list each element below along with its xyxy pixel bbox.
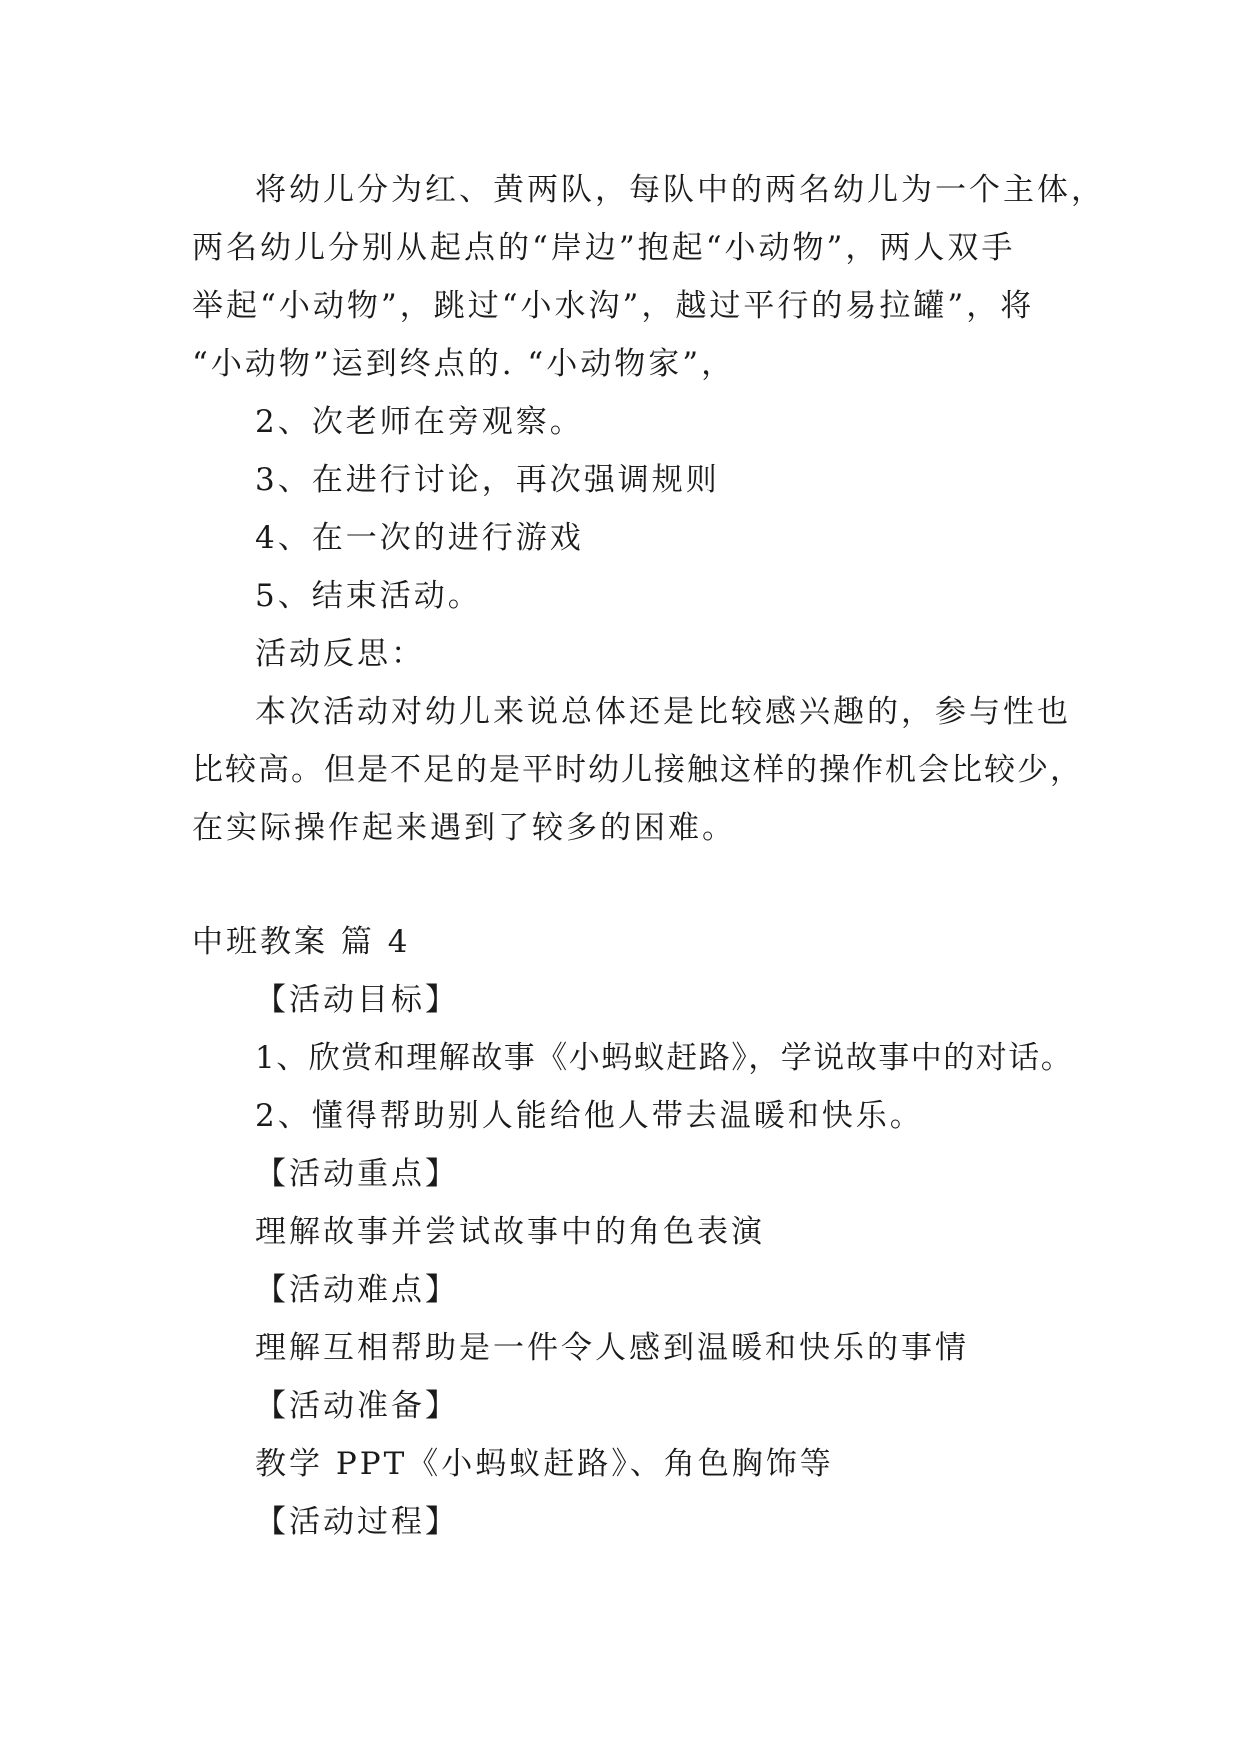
step-item: 4、在一次的进行游戏 bbox=[255, 520, 584, 556]
difficulty-text: 理解互相帮助是一件令人感到温暖和快乐的事情 bbox=[255, 1330, 969, 1366]
body-text-line: 两名幼儿分别从起点的“岸边”抱起“小动物”，两人双手 bbox=[192, 230, 1016, 266]
body-text-line: 将幼儿分为红、黄两队，每队中的两名幼儿为一个主体， bbox=[255, 172, 1105, 208]
reflection-heading: 活动反思： bbox=[255, 636, 425, 672]
goals-heading: 【活动目标】 bbox=[255, 982, 459, 1018]
step-item: 2、次老师在旁观察。 bbox=[255, 404, 584, 440]
reflection-text-line: 比较高。但是不足的是平时幼儿接触这样的操作机会比较少， bbox=[192, 752, 1083, 788]
goal-item: 1、欣赏和理解故事《小蚂蚁赶路》，学说故事中的对话。 bbox=[255, 1040, 1074, 1076]
key-heading: 【活动重点】 bbox=[255, 1156, 459, 1192]
step-item: 5、结束活动。 bbox=[255, 578, 482, 614]
process-heading: 【活动过程】 bbox=[255, 1504, 459, 1540]
reflection-text-line: 在实际操作起来遇到了较多的困难。 bbox=[192, 810, 736, 846]
goal-item: 2、懂得帮助别人能给他人带去温暖和快乐。 bbox=[255, 1098, 924, 1134]
prep-heading: 【活动准备】 bbox=[255, 1388, 459, 1424]
reflection-text-line: 本次活动对幼儿来说总体还是比较感兴趣的，参与性也 bbox=[255, 694, 1071, 730]
key-text: 理解故事并尝试故事中的角色表演 bbox=[255, 1214, 765, 1250]
section-title: 中班教案 篇 4 bbox=[192, 924, 411, 960]
body-text-line: 举起“小动物”，跳过“小水沟”，越过平行的易拉罐”，将 bbox=[192, 288, 1035, 324]
step-item: 3、在进行讨论，再次强调规则 bbox=[255, 462, 720, 498]
difficulty-heading: 【活动难点】 bbox=[255, 1272, 459, 1308]
body-text-line: “小动物”运到终点的. “小动物家”， bbox=[192, 346, 736, 382]
prep-text: 教学 PPT《小蚂蚁赶路》、角色胸饰等 bbox=[255, 1446, 834, 1482]
